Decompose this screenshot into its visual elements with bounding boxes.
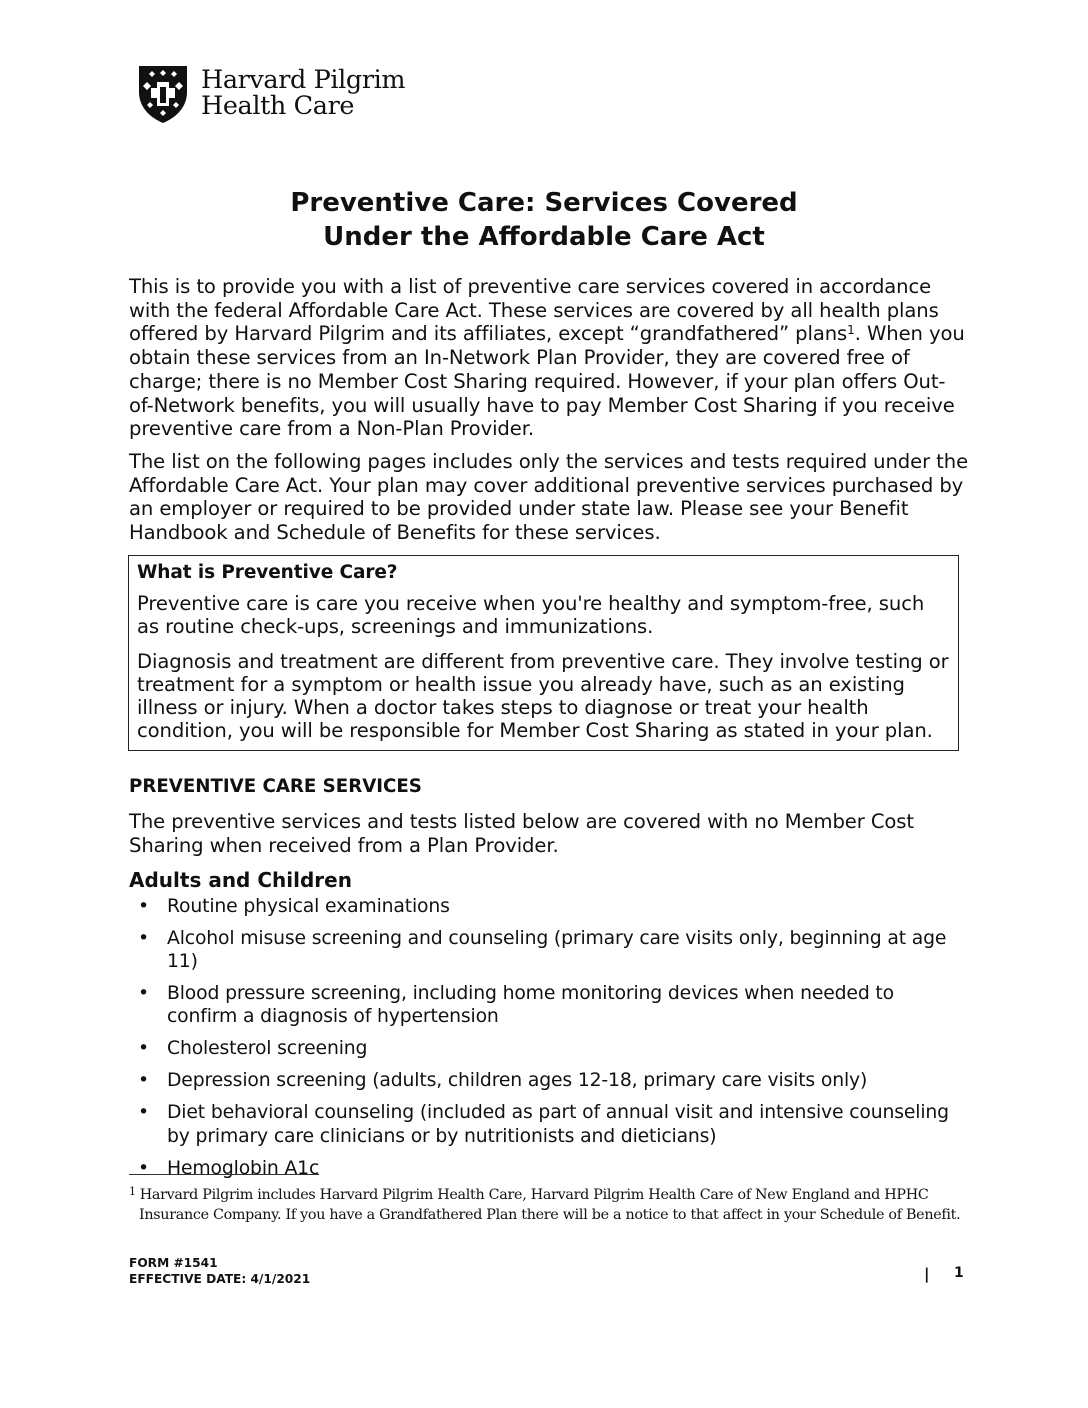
bullet: • <box>138 1070 149 1092</box>
intro-paragraph-2: The list on the following pages includes only the services and tests required under the Affordable Care Act. Your plan may cover additional preventive services purchased by an employer or required to be provided under state law. Please see your Benefit Handbook and Schedule of Benefits for these services. <box>129 450 969 545</box>
bullet: • <box>138 1038 149 1060</box>
intro-paragraph-1 <box>129 275 969 441</box>
list-item <box>138 927 968 973</box>
effective-date: EFFECTIVE DATE: 4/1/2021 <box>129 1272 311 1286</box>
list-item <box>138 982 968 1028</box>
services-intro: The preventive services and tests listed below are covered with no Member Cost Sharing when received from a Plan Provider. <box>129 810 915 857</box>
title-line-1: Preventive Care: Services Covered <box>290 188 798 218</box>
logo-line-2: Health Care <box>201 91 355 121</box>
page-title <box>0 186 1088 254</box>
bullet: • <box>138 1102 149 1124</box>
bullet: • <box>138 1157 149 1179</box>
bullet: • <box>138 983 149 1005</box>
footnote-line-2: Insurance Company. If you have a Grandfathered Plan there will be a notice to that affect in your Schedule of Benefit. <box>139 1207 961 1223</box>
footnote-text-1: Harvard Pilgrim includes Harvard Pilgrim Health Care, Harvard Pilgrim Health Care of New England and HPHC <box>139 1187 929 1203</box>
footnote-divider <box>129 1174 319 1175</box>
list-item-text: Cholesterol screening <box>167 1038 368 1060</box>
harvard-pilgrim-logo <box>137 62 405 124</box>
shield-icon <box>137 62 189 124</box>
bullet: • <box>138 896 149 917</box>
footnote-line-1 <box>129 1182 969 1205</box>
list-item-text: Blood pressure screening, including home monitoring devices when needed to confirm a diagnosis of hypertension <box>167 983 894 1028</box>
section-heading: PREVENTIVE CARE SERVICES <box>129 776 422 797</box>
form-number: FORM #1541 <box>129 1256 218 1270</box>
list-item <box>138 1069 968 1092</box>
preventive-care-info-box <box>128 555 959 751</box>
title-line-2: Under the Affordable Care Act <box>323 222 765 252</box>
list-item <box>138 1157 968 1180</box>
services-list <box>138 895 968 1189</box>
list-item <box>138 895 968 918</box>
logo-line-1: Harvard Pilgrim <box>201 65 406 95</box>
list-item-text: Alcohol misuse screening and counseling (primary care visits only, beginning at age 11) <box>167 928 947 973</box>
page-number: 1 <box>954 1265 964 1281</box>
bullet: • <box>138 928 149 949</box>
form-info <box>129 1255 310 1287</box>
footnote-number: 1 <box>129 1185 136 1198</box>
footer-separator: | <box>924 1265 930 1283</box>
subsection-heading: Adults and Children <box>129 868 352 892</box>
list-item <box>138 1037 968 1060</box>
list-item <box>138 1101 968 1147</box>
list-item-text: Depression screening (adults, children ages 12-18, primary care visits only) <box>167 1070 868 1092</box>
intro-text-a: This is to provide you with a list of preventive care services covered in accordance with the federal Affordable Care Act. These services are covered by all health plans offered by Harvard Pilgrim and its affiliates, except “grandfathered” plans <box>129 275 939 346</box>
list-item-text: Diet behavioral counseling (included as part of annual visit and intensive counseling by primary care clinicians or by nutritionists and dieticians) <box>167 1102 949 1147</box>
footnote <box>129 1182 969 1225</box>
info-box-paragraph-1: Preventive care is care you receive when you're healthy and symptom-free, such as routine check-ups, screenings and immunizations. <box>137 592 925 639</box>
info-box-heading: What is Preventive Care? <box>137 562 398 583</box>
list-item-text: Routine physical examinations <box>167 896 450 917</box>
info-box-paragraph-2: Diagnosis and treatment are different from preventive care. They involve testing or treatment for a symptom or health issue you already have, such as an existing illness or injury. When a doctor takes steps to diagnose or treat your health condition, you will be responsible for Member Cost Sharing as stated in your plan. <box>137 649 949 743</box>
footnote-ref: 1 <box>847 323 855 338</box>
intro-text-b: . When you obtain these services from an In-Network Plan Provider, they are covered free of charge; there is no Member Cost Sharing required. However, if your plan offers Out-of-Network benefits, you will usually have to pay Member Cost Sharing if you receive preventive care from a Non-Plan Provider. <box>129 322 965 441</box>
logo-wordmark <box>201 67 405 119</box>
list-item-text: Hemoglobin A1c <box>167 1157 320 1179</box>
